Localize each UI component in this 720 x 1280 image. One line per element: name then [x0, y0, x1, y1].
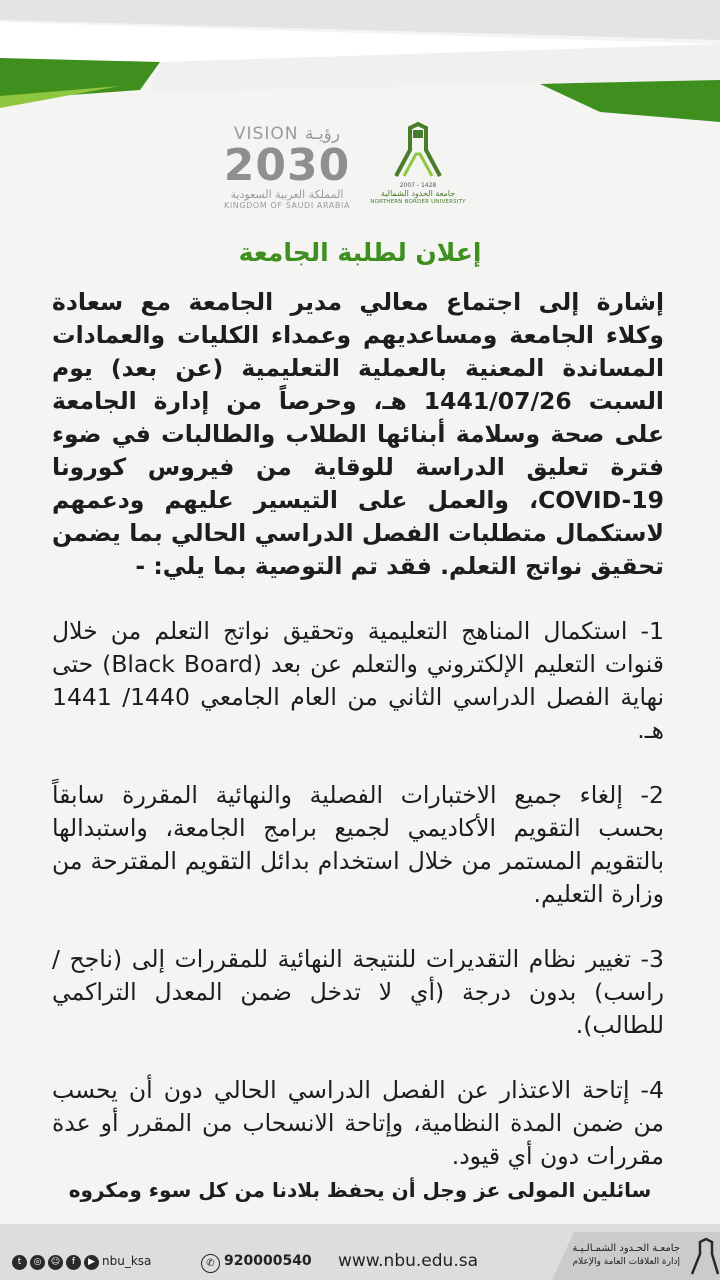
- closing-prayer: سائلين المولى عز وجل أن يحفظ بلادنا من كل سوء ومكروه: [68, 1178, 652, 1202]
- facebook-icon[interactable]: f: [66, 1255, 81, 1270]
- recommendation-item-1: 1- استكمال المناهج التعليمية وتحقيق نواتج التعلم من خلال قنوات التعليم الإلكتروني والتعلم عن بعد (Black Board) حتى نهاية الفصل الدراسي الثاني من العام الجامعي 1440/ 1441 هـ.: [52, 617, 664, 744]
- university-year: 2007 - 1428: [399, 182, 437, 189]
- recommendation-item-4: 4- إتاحة الاعتذار عن الفصل الدراسي الحالي دون أن يحسب من ضمن المدة النظامية، وإتاحة الانسحاب من المقرر أو عدة مقررات دون أي قيود.: [52, 1076, 664, 1170]
- announcement-body: [52, 286, 664, 1173]
- announcement-title: إعلان لطلبة الجامعة: [238, 238, 482, 267]
- footer-bar: [0, 1224, 720, 1280]
- logos-row: [0, 118, 720, 218]
- vision-title-en: VISION: [233, 124, 299, 144]
- snapchat-icon[interactable]: ☺: [48, 1255, 63, 1270]
- university-name-ar: جامعة الحدود الشمالية: [380, 189, 456, 198]
- green-stripe-right: [540, 78, 720, 122]
- footer-department-name: إدارة العلاقات العامة والإعلام: [572, 1257, 680, 1267]
- vision-kingdom-ar: المملكة العربية السعودية: [230, 188, 344, 201]
- footer-university-block: [546, 1224, 720, 1280]
- university-name-en: NORTHERN BORDER UNIVERSITY: [370, 199, 466, 205]
- footer-university-name: جامعـة الحـدود الشمـالـيـة: [572, 1243, 680, 1254]
- phone-icon: ✆: [201, 1254, 220, 1273]
- vision-title-ar: رؤيـة: [304, 124, 341, 144]
- announcement-intro: إشارة إلى اجتماع معالي مدير الجامعة مع سعادة وكلاء الجامعة ومساعديهم وعمداء الكليات والعمادات المساندة المعنية بالعملية التعليمية (عن بعد) يوم السبت 1441/07/26 هـ، وحرصاً من إدارة الجامعة على صحة وسلامة أبنائها الطلاب والطالبات في ضوء فترة تعليق الدراسة للوقاية من فيروس كورونا COVID-19، والعمل على التيسير عليهم ودعمهم لاستكمال متطلبات الفصل الدراسي الحالي بما يضمن تحقيق نواتج التعلم. فقد تم التوصية بما يلي: -: [52, 288, 664, 580]
- youtube-icon[interactable]: ▶: [84, 1255, 99, 1270]
- vision-2030-logo: [212, 124, 362, 210]
- university-emblem-icon: [388, 120, 448, 178]
- top-decorative-stripes: [0, 0, 720, 130]
- vision-number: 2030: [223, 140, 351, 191]
- green-stripe-left: [0, 58, 160, 100]
- instagram-icon[interactable]: ◎: [30, 1255, 45, 1270]
- social-icons: [12, 1255, 99, 1270]
- vision-kingdom-en: KINGDOM OF SAUDI ARABIA: [223, 201, 351, 210]
- social-handle[interactable]: nbu_ksa: [102, 1254, 152, 1268]
- recommendation-item-3: 3- تغيير نظام التقديرات للنتيجة النهائية للمقررات إلى (ناجح / راسب) بدون درجة (أي لا تدخل ضمن المعدل التراكمي للطالب).: [52, 945, 664, 1039]
- recommendation-item-2: 2- إلغاء جميع الاختبارات الفصلية والنهائية المقررة سابقاً بحسب التقويم الأكاديمي لجميع برامج الجامعة، واستبدالها بالتقويم المستمر من خلال استخدام بدائل التقويم المقترحة من وزارة التعليم.: [52, 781, 664, 908]
- twitter-icon[interactable]: t: [12, 1255, 27, 1270]
- website-link[interactable]: www.nbu.edu.sa: [338, 1251, 479, 1271]
- university-logo: [368, 120, 468, 205]
- phone-number[interactable]: 920000540: [224, 1253, 312, 1269]
